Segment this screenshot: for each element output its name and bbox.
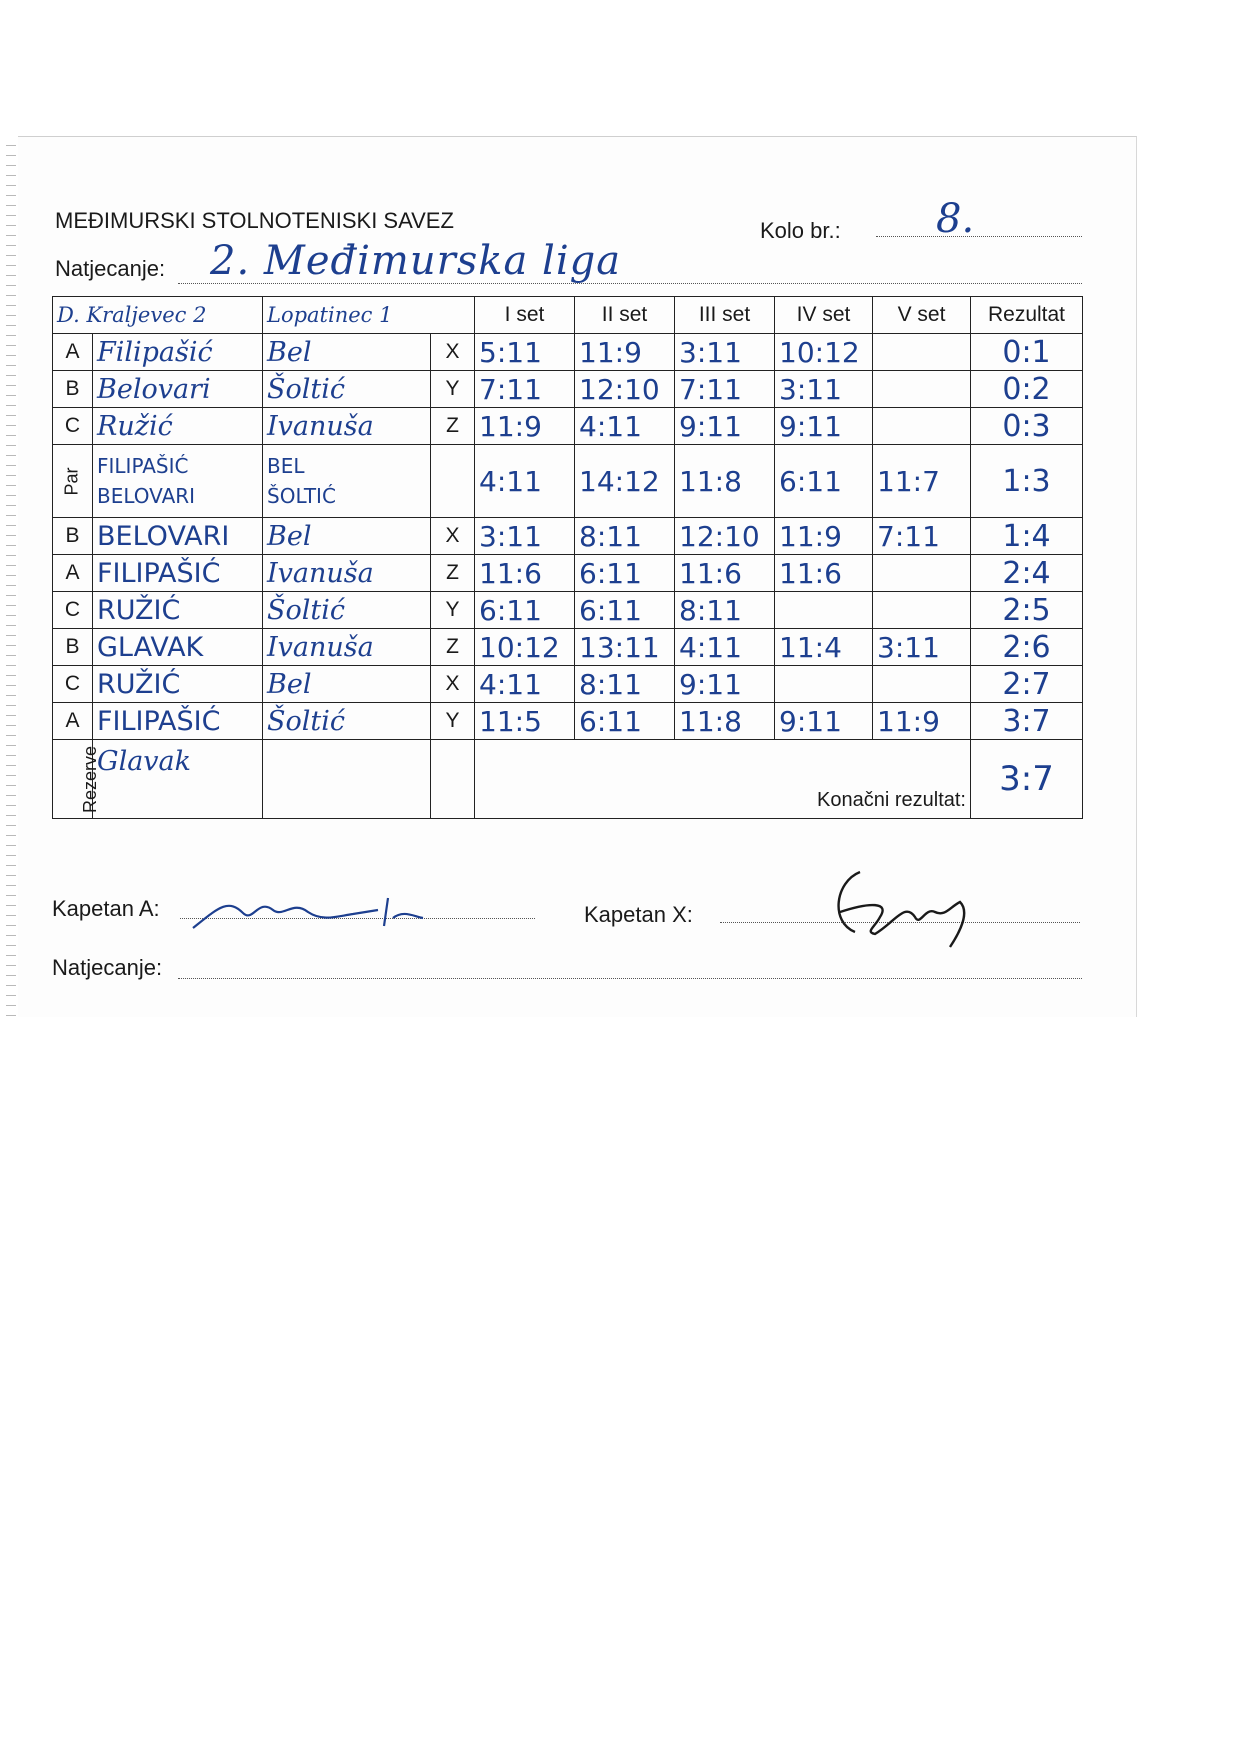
reserve-label: Rezerve xyxy=(53,740,93,819)
organization-title: MEĐIMURSKI STOLNOTENISKI SAVEZ xyxy=(55,208,454,233)
away-letter: Z xyxy=(431,408,475,445)
set-score-4: 11:4 xyxy=(775,629,873,666)
home-player: FILIPAŠIĆ xyxy=(93,703,263,740)
doubles-set-2: 14:12 xyxy=(575,445,675,518)
set-score-3: 8:11 xyxy=(675,592,775,629)
away-team: Lopatinec 1 xyxy=(263,297,475,334)
doubles-away-players xyxy=(263,445,431,518)
set-score-4 xyxy=(775,592,873,629)
set-score-2: 8:11 xyxy=(575,666,675,703)
set-score-3: 3:11 xyxy=(675,334,775,371)
match-row xyxy=(53,334,1083,371)
doubles-row xyxy=(53,445,1083,518)
score-table xyxy=(52,296,1083,819)
set-score-4: 3:11 xyxy=(775,371,873,408)
doubles-away-player-2: ŠOLTIĆ xyxy=(267,484,336,508)
round-value: 8. xyxy=(936,196,975,242)
round-line xyxy=(876,236,1082,237)
running-result: 0:2 xyxy=(971,371,1083,408)
away-player: Ivanuša xyxy=(263,629,431,666)
away-letter: Z xyxy=(431,555,475,592)
set-score-3: 11:8 xyxy=(675,703,775,740)
final-result-value: 3:7 xyxy=(971,740,1083,819)
captain-a-label: Kapetan A: xyxy=(52,896,160,921)
set-score-3: 9:11 xyxy=(675,666,775,703)
home-player: RUŽIĆ xyxy=(93,666,263,703)
match-row xyxy=(53,629,1083,666)
doubles-home-player-1: FILIPAŠIĆ xyxy=(97,454,189,478)
home-player: Filipašić xyxy=(93,334,263,371)
reserve-away xyxy=(263,740,431,819)
match-position: C xyxy=(53,408,93,445)
match-row xyxy=(53,592,1083,629)
match-position: B xyxy=(53,371,93,408)
set-score-5 xyxy=(873,334,971,371)
match-row xyxy=(53,518,1083,555)
set-score-2: 6:11 xyxy=(575,555,675,592)
set-header-4: IV set xyxy=(775,297,873,334)
set-score-3: 7:11 xyxy=(675,371,775,408)
running-result: 2:7 xyxy=(971,666,1083,703)
set-score-4: 11:6 xyxy=(775,555,873,592)
set-score-2: 8:11 xyxy=(575,518,675,555)
set-score-1: 4:11 xyxy=(475,666,575,703)
doubles-letter xyxy=(431,445,475,518)
match-position: A xyxy=(53,703,93,740)
set-score-5: 3:11 xyxy=(873,629,971,666)
away-letter: X xyxy=(431,666,475,703)
doubles-label: Par xyxy=(53,445,93,518)
doubles-home-player-2: BELOVARI xyxy=(97,484,196,508)
running-result: 0:3 xyxy=(971,408,1083,445)
away-player: Ivanuša xyxy=(263,408,431,445)
set-score-2: 11:9 xyxy=(575,334,675,371)
set-score-5 xyxy=(873,408,971,445)
set-header-2: II set xyxy=(575,297,675,334)
away-letter: Y xyxy=(431,592,475,629)
result-header: Rezultat xyxy=(971,297,1083,334)
set-score-1: 5:11 xyxy=(475,334,575,371)
set-score-2: 6:11 xyxy=(575,703,675,740)
set-score-4: 9:11 xyxy=(775,703,873,740)
round-label: Kolo br.: xyxy=(760,218,841,243)
perforated-edge xyxy=(6,136,16,1016)
home-player: RUŽIĆ xyxy=(93,592,263,629)
final-result-label: Konačni rezultat: xyxy=(475,740,971,819)
set-score-5 xyxy=(873,555,971,592)
running-result: 2:5 xyxy=(971,592,1083,629)
set-score-5: 11:9 xyxy=(873,703,971,740)
away-letter: Z xyxy=(431,629,475,666)
set-score-3: 4:11 xyxy=(675,629,775,666)
home-player: FILIPAŠIĆ xyxy=(93,555,263,592)
match-position: A xyxy=(53,555,93,592)
match-row xyxy=(53,703,1083,740)
match-row xyxy=(53,666,1083,703)
set-score-5: 7:11 xyxy=(873,518,971,555)
captain-x-signature xyxy=(820,862,990,962)
home-player: GLAVAK xyxy=(93,629,263,666)
set-score-2: 12:10 xyxy=(575,371,675,408)
captain-a-signature xyxy=(188,888,438,938)
set-score-5 xyxy=(873,592,971,629)
set-header-3: III set xyxy=(675,297,775,334)
doubles-set-5: 11:7 xyxy=(873,445,971,518)
set-score-1: 11:5 xyxy=(475,703,575,740)
reserve-row xyxy=(53,740,1083,819)
set-score-1: 6:11 xyxy=(475,592,575,629)
home-team: D. Kraljevec 2 xyxy=(53,297,263,334)
home-player: Ružić xyxy=(93,408,263,445)
match-position: A xyxy=(53,334,93,371)
set-score-2: 4:11 xyxy=(575,408,675,445)
away-letter: Y xyxy=(431,703,475,740)
set-score-2: 6:11 xyxy=(575,592,675,629)
set-score-3: 11:6 xyxy=(675,555,775,592)
set-score-3: 9:11 xyxy=(675,408,775,445)
running-result: 0:1 xyxy=(971,334,1083,371)
set-score-5 xyxy=(873,666,971,703)
set-score-5 xyxy=(873,371,971,408)
away-player: Ivanuša xyxy=(263,555,431,592)
away-player: Šoltić xyxy=(263,371,431,408)
match-position: C xyxy=(53,666,93,703)
doubles-away-player-1: BEL xyxy=(267,454,305,478)
doubles-set-1: 4:11 xyxy=(475,445,575,518)
set-score-1: 3:11 xyxy=(475,518,575,555)
reserve-name: Glavak xyxy=(93,740,263,819)
doubles-home-players xyxy=(93,445,263,518)
competition-value: 2. Međimurska liga xyxy=(210,238,622,284)
running-result: 1:4 xyxy=(971,518,1083,555)
home-player: BELOVARI xyxy=(93,518,263,555)
doubles-set-4: 6:11 xyxy=(775,445,873,518)
captain-x-label: Kapetan X: xyxy=(584,902,693,927)
away-letter: Y xyxy=(431,371,475,408)
away-player: Bel xyxy=(263,666,431,703)
set-score-3: 12:10 xyxy=(675,518,775,555)
set-score-1: 11:9 xyxy=(475,408,575,445)
set-score-1: 7:11 xyxy=(475,371,575,408)
competition-footer-line xyxy=(178,978,1082,979)
set-score-2: 13:11 xyxy=(575,629,675,666)
doubles-set-3: 11:8 xyxy=(675,445,775,518)
header-row xyxy=(53,297,1083,334)
running-result: 2:4 xyxy=(971,555,1083,592)
set-score-1: 10:12 xyxy=(475,629,575,666)
reserve-letter xyxy=(431,740,475,819)
set-score-1: 11:6 xyxy=(475,555,575,592)
away-letter: X xyxy=(431,518,475,555)
running-result: 3:7 xyxy=(971,703,1083,740)
match-row xyxy=(53,371,1083,408)
set-score-4: 11:9 xyxy=(775,518,873,555)
set-header-5: V set xyxy=(873,297,971,334)
match-row xyxy=(53,408,1083,445)
set-header-1: I set xyxy=(475,297,575,334)
away-player: Bel xyxy=(263,518,431,555)
match-position: B xyxy=(53,518,93,555)
running-result: 2:6 xyxy=(971,629,1083,666)
set-score-4: 9:11 xyxy=(775,408,873,445)
match-row xyxy=(53,555,1083,592)
doubles-result: 1:3 xyxy=(971,445,1083,518)
away-player: Šoltić xyxy=(263,592,431,629)
match-position: B xyxy=(53,629,93,666)
home-player: Belovari xyxy=(93,371,263,408)
away-player: Šoltić xyxy=(263,703,431,740)
competition-footer-label: Natjecanje: xyxy=(52,955,163,980)
set-score-4: 10:12 xyxy=(775,334,873,371)
competition-label: Natjecanje: xyxy=(55,256,166,281)
away-letter: X xyxy=(431,334,475,371)
away-player: Bel xyxy=(263,334,431,371)
match-position: C xyxy=(53,592,93,629)
set-score-4 xyxy=(775,666,873,703)
